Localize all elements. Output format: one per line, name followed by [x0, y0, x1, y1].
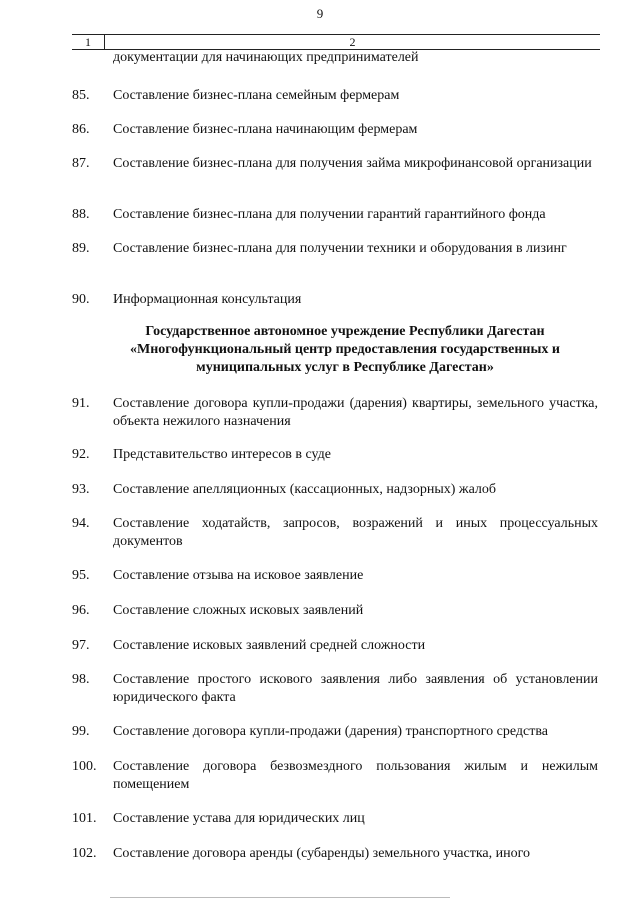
list-item [72, 446, 598, 464]
list-item [72, 121, 598, 139]
item-number: 93. [72, 482, 90, 497]
item-number: 100. [72, 759, 97, 774]
item-text: Информационная консультация [113, 292, 302, 307]
item-number: 91. [72, 396, 90, 411]
item-text: Составление бизнес-плана семейным фермерам [113, 88, 400, 103]
item-number: 88. [72, 207, 90, 222]
list-item [72, 723, 598, 741]
item-text: Составление апелляционных (кассационных, надзорных) жалоб [113, 482, 497, 497]
item-number: 97. [72, 638, 90, 653]
list-item [72, 155, 598, 173]
section-title-line: Государственное автономное учреждение Республики Дагестан [145, 324, 545, 339]
item-number: 102. [72, 846, 97, 861]
item-number: 86. [72, 122, 90, 137]
item-text: Составление договора купли-продажи (дарения) квартиры, земельного участка, объекта нежилого назначения [113, 396, 598, 429]
item-text: Представительство интересов в суде [113, 447, 331, 462]
item-text: Составление договора купли-продажи (дарения) транспортного средства [113, 724, 548, 739]
list-item [72, 206, 598, 224]
section-title-line: «Многофункциональный центр предоставления государственных и [130, 342, 560, 357]
item-text: Составление бизнес-плана для получении гарантий гарантийного фонда [113, 207, 546, 222]
item-number: 87. [72, 156, 90, 171]
item-text: Составление бизнес-плана для получения займа микрофинансовой организации [113, 156, 592, 171]
list-item [72, 240, 598, 258]
item-text: Составление бизнес-плана начинающим фермерам [113, 122, 418, 137]
list-item [72, 395, 598, 431]
table-header-row [72, 34, 600, 50]
section-title [100, 323, 590, 377]
item-text: Составление ходатайств, запросов, возражений и иных процессуальных документов [113, 516, 598, 549]
table-header-col-1: 1 [85, 35, 91, 49]
list-item [72, 515, 598, 551]
item-number: 89. [72, 241, 90, 256]
item-number: 85. [72, 88, 90, 103]
item-text: Составление бизнес-плана для получении техники и оборудования в лизинг [113, 241, 567, 256]
item-number: 95. [72, 568, 90, 583]
list-item [72, 845, 598, 863]
item-number: 98. [72, 672, 90, 687]
item-text: Составление договора безвозмездного пользования жилым и нежилым помещением [113, 759, 598, 792]
list-item [72, 291, 598, 309]
list-item [72, 481, 598, 499]
item-text: Составление исковых заявлений средней сложности [113, 638, 426, 653]
list-item [72, 602, 598, 620]
continuation-text: документации для начинающих предпринимателей [113, 50, 419, 65]
table-header-col-2: 2 [349, 35, 356, 49]
item-number: 92. [72, 447, 90, 462]
item-number: 99. [72, 724, 90, 739]
list-item [72, 567, 598, 585]
list-item [72, 810, 598, 828]
item-number: 101. [72, 811, 97, 826]
section-title-line: муниципальных услуг в Республике Дагестан» [196, 360, 494, 375]
list-item [72, 87, 598, 105]
item-number: 90. [72, 292, 90, 307]
item-text: Составление отзыва на исковое заявление [113, 568, 364, 583]
item-text: Составление договора аренды (субаренды) земельного участка, иного [113, 846, 531, 861]
list-item [72, 671, 598, 707]
list-item [72, 637, 598, 655]
item-number: 94. [72, 516, 90, 531]
page-number: 9 [316, 6, 324, 21]
item-text: Составление устава для юридических лиц [113, 811, 365, 826]
footer-line [110, 897, 450, 898]
item-text: Составление сложных исковых заявлений [113, 603, 364, 618]
list-item [72, 758, 598, 794]
item-text: Составление простого искового заявления либо заявления об установлении юридического факта [113, 672, 598, 705]
item-number: 96. [72, 603, 90, 618]
